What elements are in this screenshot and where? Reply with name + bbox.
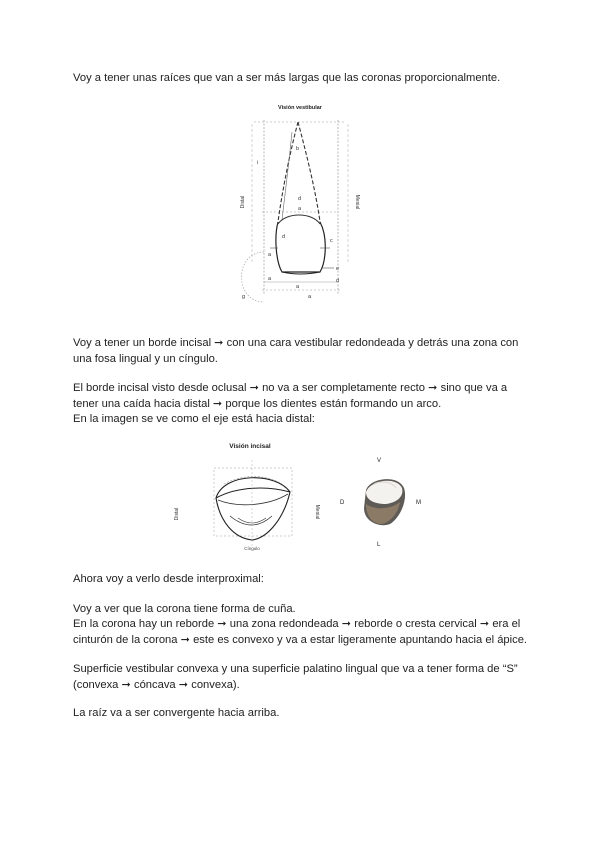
figure1-letter: d — [336, 278, 340, 284]
paragraph-crown-ridge: En la corona hay un reborde ➞ una zona redondeada ➞ reborde o cresta cervical ➞ era el cinturón de la corona ➞ este es convexo y va a estar ligeramente apuntando hacia el ápice. — [73, 618, 528, 646]
paragraph-incisal-border: Voy a tener un borde incisal ➞ con una cara vestibular redondeada y detrás una zona con una fosa lingual y un cíngulo. — [73, 337, 519, 365]
figure1-letter: d — [282, 234, 286, 240]
photo-label-l: L — [377, 542, 381, 548]
figure2-mesial-label: Mesial — [314, 504, 320, 520]
figure1-letter: c — [330, 238, 333, 244]
figure1-mesial-label: Mesial — [354, 194, 360, 210]
figure1-letter: i — [257, 160, 259, 166]
tooth-photo — [364, 479, 405, 525]
photo-label-m: M — [416, 500, 421, 506]
figure-vestibular-view — [234, 102, 366, 311]
figure2-distal-label: Distal — [174, 507, 180, 521]
figure1-letter: a — [268, 276, 272, 282]
figure1-letter: g — [242, 294, 246, 300]
paragraph-wedge: Voy a ver que la corona tiene forma de cuña. — [73, 603, 296, 615]
paragraph-roots: Voy a tener unas raíces que van a ser más largas que las coronas proporcionalmente. — [73, 72, 501, 84]
paragraph-surfaces: Superficie vestibular convexa y una superficie palatino lingual que va a tener forma de “S” (convexa ➞ cóncava ➞ convexa). — [73, 663, 518, 691]
figure1-letter: a — [298, 206, 302, 212]
photo-label-d: D — [340, 500, 345, 506]
paragraph-axis: En la imagen se ve como el eje está hacia distal: — [73, 413, 315, 425]
figure-incisal-view — [168, 438, 438, 553]
figure1-distal-label: Distal — [240, 195, 246, 209]
paragraph-root: La raíz va a ser convergente hacia arriba. — [73, 707, 280, 719]
figure1-title: Visión vestibular — [278, 105, 322, 111]
vestibular-diagram — [234, 102, 366, 311]
incisal-diagram — [168, 438, 438, 553]
figure2-title: Visión incisal — [229, 443, 271, 450]
figure1-letter: a — [296, 284, 300, 290]
paragraph-occlusal-view: El borde incisal visto desde oclusal ➞ no va a ser completamente recto ➞ sino que va a tener una caída hacia distal ➞ porque los dientes están formando un arco. — [73, 382, 508, 410]
figure1-letter: e — [336, 266, 340, 272]
figure1-letter: b — [296, 146, 300, 152]
figure1-letter: d — [298, 196, 302, 202]
photo-label-v: V — [377, 458, 382, 464]
figure1-letter: a — [268, 252, 272, 258]
figure2-cingulum-label: Cíngulo — [244, 546, 260, 551]
paragraph-interproximal: Ahora voy a verlo desde interproximal: — [73, 573, 264, 585]
figure1-letter: a — [308, 294, 312, 300]
